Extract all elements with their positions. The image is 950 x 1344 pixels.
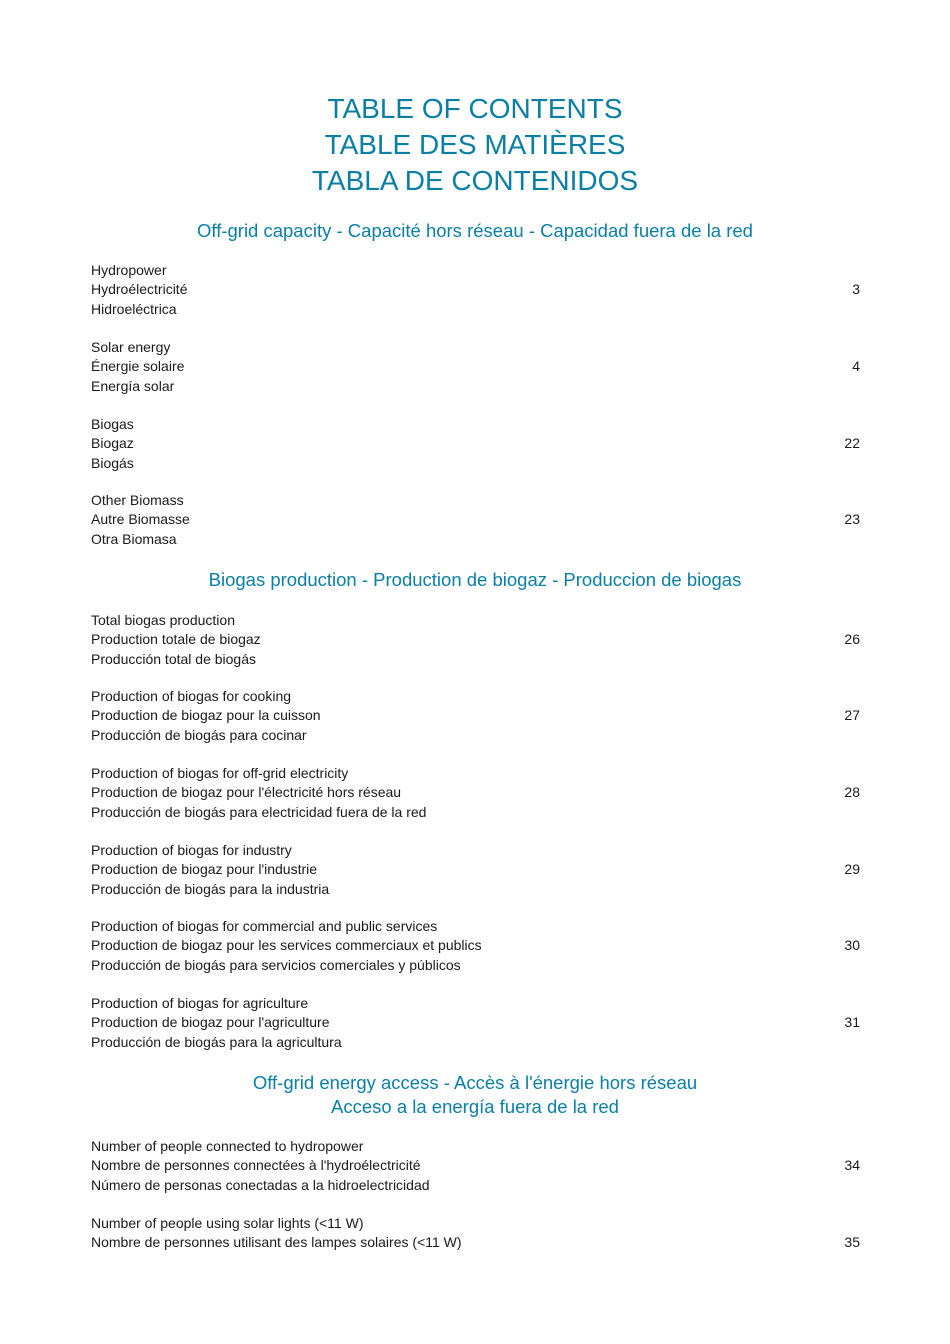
entry-label-en: Number of people using solar lights (<11 W): [91, 1215, 364, 1231]
entry-label-en: Solar energy: [91, 339, 171, 355]
toc-entry-other-biomass[interactable]: [91, 491, 860, 549]
entry-label-es: Producción de biogás para cocinar: [91, 726, 307, 743]
entry-label-fr: Production de biogaz pour l'électricité hors réseau: [91, 784, 402, 801]
entry-label-fr: Nombre de personnes connectées à l'hydroélectricité: [91, 1157, 421, 1174]
entry-label-fr: Production totale de biogaz: [91, 631, 261, 648]
page-number: 31: [844, 1014, 860, 1031]
page-number: 29: [844, 861, 860, 878]
toc-entry-people-hydropower[interactable]: [91, 1137, 860, 1195]
entry-label-es: Energía solar: [91, 377, 175, 394]
page-number: 22: [844, 435, 860, 452]
entry-label-fr: Énergie solaire: [91, 358, 185, 375]
entry-label-fr: Production de biogaz pour l'industrie: [91, 861, 318, 878]
entry-label-en: Production of biogas for cooking: [91, 688, 292, 704]
entry-label-fr: Production de biogaz pour la cuisson: [91, 707, 321, 724]
entry-label-en: Number of people connected to hydropower: [91, 1138, 364, 1154]
page-number: 30: [844, 937, 860, 954]
toc-entry-hydropower[interactable]: [91, 261, 860, 319]
entry-label-es: Otra Biomasa: [91, 530, 177, 547]
entry-label-es: Producción de biogás para servicios comerciales y públicos: [91, 956, 461, 973]
toc-entry-biogas-cooking[interactable]: [91, 687, 860, 745]
entry-label-en: Production of biogas for industry: [91, 842, 292, 858]
entry-label-en: Biogas: [91, 416, 134, 432]
page-number: 34: [844, 1157, 860, 1174]
entry-label-fr: Production de biogaz pour les services commerciaux et publics: [91, 937, 482, 954]
page-number: 3: [852, 281, 860, 298]
entry-label-en: Other Biomass: [91, 492, 184, 508]
entry-label-en: Production of biogas for agriculture: [91, 995, 309, 1011]
section-heading-off-grid-energy-access-es: Acceso a la energía fuera de la red: [331, 1096, 619, 1117]
section-heading-off-grid-energy-access: Off-grid energy access - Accès à l'énergie hors réseau: [252, 1072, 698, 1093]
entry-label-fr: Biogaz: [91, 435, 134, 452]
entry-label-es: Número de personas conectadas a la hidroelectricidad: [91, 1176, 430, 1193]
toc-entry-biogas[interactable]: [91, 415, 860, 473]
entry-label-es: Producción de biogás para electricidad fuera de la red: [91, 803, 427, 820]
toc-title-french: TABLE DES MATIÈRES: [324, 129, 626, 160]
toc-entry-people-solar-lights[interactable]: [91, 1214, 860, 1253]
entry-label-en: Production of biogas for commercial and public services: [91, 918, 438, 934]
section-heading-off-grid-capacity: Off-grid capacity - Capacité hors réseau - Capacidad fuera de la red: [197, 220, 753, 241]
toc-title-english: TABLE OF CONTENTS: [327, 93, 623, 124]
page-number: 35: [844, 1234, 860, 1251]
toc-entry-total-biogas-production[interactable]: [91, 611, 860, 669]
toc-entry-biogas-industry[interactable]: [91, 841, 860, 899]
entry-label-fr: Autre Biomasse: [91, 511, 190, 528]
entry-label-en: Total biogas production: [91, 612, 235, 628]
entry-label-en: Hydropower: [91, 262, 167, 278]
page-number: 4: [852, 358, 860, 375]
page-number: 26: [844, 631, 860, 648]
page-number: 27: [844, 707, 860, 724]
toc-entry-biogas-agriculture[interactable]: [91, 994, 860, 1052]
entry-label-es: Producción de biogás para la agricultura: [91, 1033, 342, 1050]
toc-entry-solar-energy[interactable]: [91, 338, 860, 396]
section-heading-biogas-production: Biogas production - Production de biogaz - Produccion de biogas: [208, 569, 742, 590]
entry-label-es: Biogás: [91, 454, 134, 471]
entry-label-es: Producción de biogás para la industria: [91, 880, 330, 897]
toc-entry-biogas-off-grid-electricity[interactable]: [91, 764, 860, 822]
entry-label-fr: Hydroélectricité: [91, 281, 188, 298]
entry-label-en: Production of biogas for off-grid electricity: [91, 765, 349, 781]
page-number: 28: [844, 784, 860, 801]
entry-label-fr: Production de biogaz pour l'agriculture: [91, 1014, 330, 1031]
toc-entry-biogas-commercial-public[interactable]: [91, 917, 860, 975]
page-number: 23: [844, 511, 860, 528]
entry-label-fr: Nombre de personnes utilisant des lampes solaires (<11 W): [91, 1234, 462, 1251]
entry-label-es: Hidroeléctrica: [91, 300, 177, 317]
entry-label-es: Producción total de biogás: [91, 650, 256, 667]
toc-title-spanish: TABLA DE CONTENIDOS: [311, 165, 639, 196]
